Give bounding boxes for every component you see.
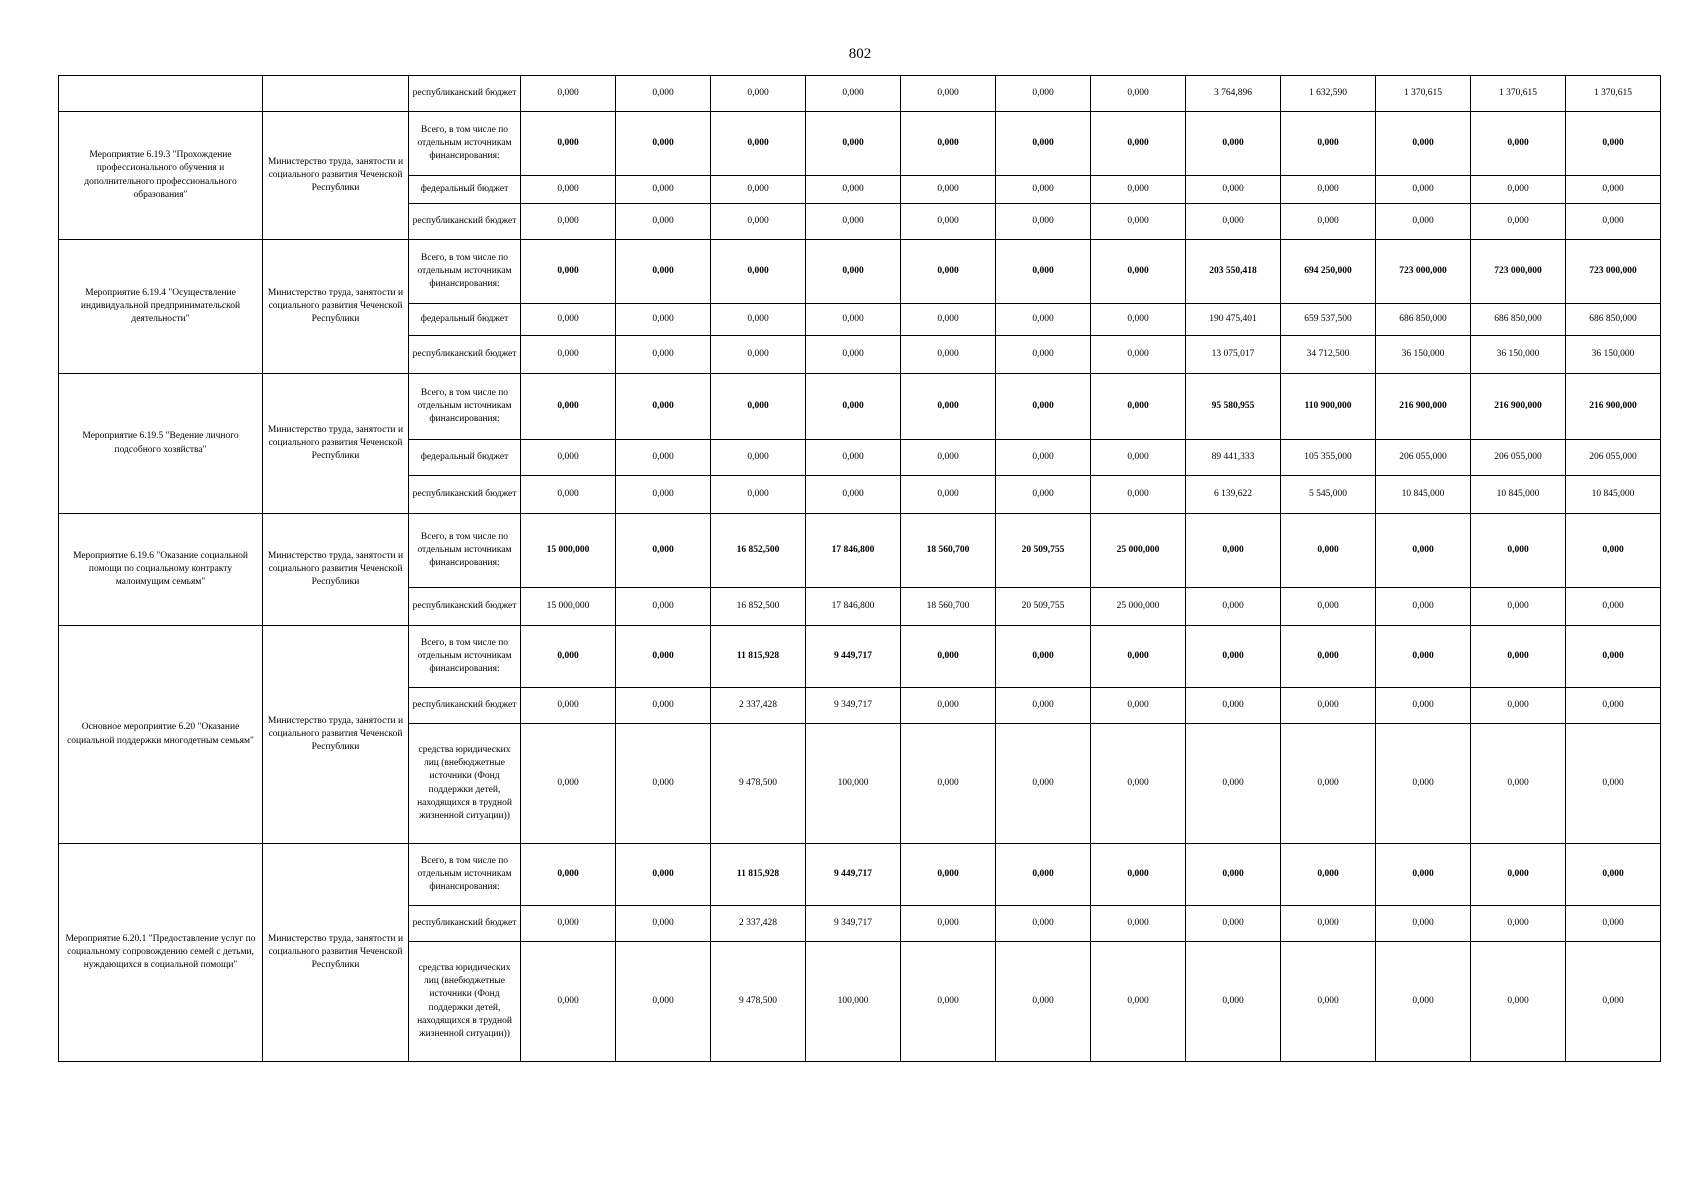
amount-cell: 0,000 [616,112,711,176]
amount-cell: 0,000 [1281,724,1376,844]
amount-cell: 0,000 [1186,204,1281,240]
amount-cell: 0,000 [901,240,996,304]
amount-cell: 0,000 [1186,724,1281,844]
amount-cell: 206 055,000 [1376,440,1471,476]
amount-cell: 0,000 [901,112,996,176]
amount-cell: 0,000 [1091,440,1186,476]
amount-cell: 723 000,000 [1471,240,1566,304]
amount-cell: 0,000 [1566,626,1661,688]
amount-cell: 1 370,615 [1566,76,1661,112]
funding-source-cell: республиканский бюджет [409,906,521,942]
amount-cell: 0,000 [1471,626,1566,688]
amount-cell: 0,000 [1091,240,1186,304]
amount-cell: 0,000 [1471,112,1566,176]
amount-cell: 686 850,000 [1376,304,1471,336]
responsible-executor-cell: Министерство труда, занятости и социального развития Чеченской Республики [263,626,409,844]
amount-cell: 16 852,500 [711,514,806,588]
amount-cell: 0,000 [521,476,616,514]
amount-cell: 0,000 [521,204,616,240]
amount-cell: 0,000 [901,440,996,476]
amount-cell: 0,000 [521,304,616,336]
amount-cell: 0,000 [1281,204,1376,240]
amount-cell: 0,000 [1091,942,1186,1062]
amount-cell: 0,000 [1566,112,1661,176]
amount-cell: 0,000 [711,304,806,336]
amount-cell: 20 509,755 [996,588,1091,626]
amount-cell: 0,000 [616,240,711,304]
amount-cell: 0,000 [616,440,711,476]
amount-cell: 0,000 [1091,476,1186,514]
amount-cell: 0,000 [996,724,1091,844]
amount-cell: 34 712,500 [1281,336,1376,374]
amount-cell: 0,000 [1091,374,1186,440]
amount-cell: 0,000 [1186,626,1281,688]
amount-cell: 0,000 [996,942,1091,1062]
amount-cell: 0,000 [1091,76,1186,112]
amount-cell: 15 000,000 [521,514,616,588]
amount-cell: 10 845,000 [1566,476,1661,514]
amount-cell: 0,000 [1376,906,1471,942]
amount-cell: 0,000 [616,76,711,112]
amount-cell: 3 764,896 [1186,76,1281,112]
amount-cell: 0,000 [1091,176,1186,204]
amount-cell: 0,000 [1566,588,1661,626]
amount-cell: 216 900,000 [1376,374,1471,440]
amount-cell: 0,000 [1091,724,1186,844]
amount-cell: 0,000 [1471,588,1566,626]
amount-cell: 0,000 [996,688,1091,724]
funding-source-cell: средства юридических лиц (внебюджетные источники (Фонд поддержки детей, находящихся в трудной жизненной ситуации)) [409,724,521,844]
amount-cell: 0,000 [1281,844,1376,906]
amount-cell: 0,000 [806,440,901,476]
amount-cell: 0,000 [711,476,806,514]
table-row [59,240,1661,304]
amount-cell: 2 337,428 [711,688,806,724]
funding-source-cell: республиканский бюджет [409,588,521,626]
amount-cell: 0,000 [521,626,616,688]
amount-cell: 0,000 [1091,906,1186,942]
amount-cell: 0,000 [1091,688,1186,724]
amount-cell: 0,000 [1566,176,1661,204]
amount-cell: 20 509,755 [996,514,1091,588]
amount-cell: 9 478,500 [711,942,806,1062]
table-row [59,844,1661,906]
amount-cell: 723 000,000 [1376,240,1471,304]
funding-source-cell: республиканский бюджет [409,688,521,724]
table-row [59,76,1661,112]
amount-cell: 9 449,717 [806,844,901,906]
amount-cell: 0,000 [1281,906,1376,942]
amount-cell: 0,000 [901,76,996,112]
amount-cell: 0,000 [1186,514,1281,588]
amount-cell: 0,000 [616,626,711,688]
amount-cell: 216 900,000 [1566,374,1661,440]
activity-name-cell: Мероприятие 6.19.6 "Оказание социальной помощи по социальному контракту малоимущим семьям" [59,514,263,626]
amount-cell: 0,000 [1471,906,1566,942]
amount-cell: 0,000 [1471,176,1566,204]
amount-cell: 0,000 [1376,204,1471,240]
amount-cell: 0,000 [711,204,806,240]
activity-name-cell [59,76,263,112]
responsible-executor-cell: Министерство труда, занятости и социального развития Чеченской Республики [263,240,409,374]
amount-cell: 0,000 [996,304,1091,336]
amount-cell: 0,000 [806,336,901,374]
amount-cell: 0,000 [996,76,1091,112]
amount-cell: 10 845,000 [1376,476,1471,514]
amount-cell: 0,000 [711,176,806,204]
amount-cell: 110 900,000 [1281,374,1376,440]
amount-cell: 0,000 [1566,942,1661,1062]
amount-cell: 0,000 [1471,844,1566,906]
funding-source-cell: республиканский бюджет [409,476,521,514]
amount-cell: 9 349,717 [806,906,901,942]
amount-cell: 0,000 [1376,942,1471,1062]
amount-cell: 190 475,401 [1186,304,1281,336]
amount-cell: 0,000 [901,336,996,374]
funding-source-cell: Всего, в том числе по отдельным источникам финансирования: [409,240,521,304]
amount-cell: 0,000 [996,476,1091,514]
amount-cell: 0,000 [616,688,711,724]
amount-cell: 11 815,928 [711,626,806,688]
funding-source-cell: Всего, в том числе по отдельным источникам финансирования: [409,374,521,440]
amount-cell: 0,000 [806,240,901,304]
amount-cell: 0,000 [996,336,1091,374]
amount-cell: 0,000 [521,76,616,112]
responsible-executor-cell: Министерство труда, занятости и социального развития Чеченской Республики [263,514,409,626]
activity-name-cell: Мероприятие 6.19.5 "Ведение личного подсобного хозяйства" [59,374,263,514]
amount-cell: 0,000 [1376,112,1471,176]
amount-cell: 0,000 [616,374,711,440]
amount-cell: 0,000 [996,176,1091,204]
amount-cell: 0,000 [521,374,616,440]
responsible-executor-cell: Министерство труда, занятости и социального развития Чеченской Республики [263,374,409,514]
amount-cell: 0,000 [996,374,1091,440]
amount-cell: 0,000 [1091,304,1186,336]
amount-cell: 2 337,428 [711,906,806,942]
amount-cell: 0,000 [616,514,711,588]
amount-cell: 0,000 [901,688,996,724]
amount-cell: 0,000 [1471,204,1566,240]
amount-cell: 0,000 [1281,626,1376,688]
amount-cell: 0,000 [616,176,711,204]
amount-cell: 0,000 [521,844,616,906]
table-row [59,514,1661,588]
amount-cell: 0,000 [1091,336,1186,374]
amount-cell: 206 055,000 [1566,440,1661,476]
amount-cell: 0,000 [616,588,711,626]
amount-cell: 0,000 [901,374,996,440]
amount-cell: 36 150,000 [1376,336,1471,374]
table-row [59,374,1661,440]
amount-cell: 0,000 [996,440,1091,476]
amount-cell: 0,000 [901,906,996,942]
amount-cell: 0,000 [1376,724,1471,844]
amount-cell: 0,000 [1281,588,1376,626]
amount-cell: 0,000 [1186,112,1281,176]
funding-source-cell: Всего, в том числе по отдельным источникам финансирования: [409,626,521,688]
funding-source-cell: федеральный бюджет [409,304,521,336]
amount-cell: 0,000 [806,476,901,514]
amount-cell: 9 449,717 [806,626,901,688]
amount-cell: 100,000 [806,724,901,844]
amount-cell: 10 845,000 [1471,476,1566,514]
amount-cell: 0,000 [996,240,1091,304]
amount-cell: 0,000 [711,374,806,440]
amount-cell: 0,000 [711,336,806,374]
amount-cell: 95 580,955 [1186,374,1281,440]
amount-cell: 0,000 [806,176,901,204]
amount-cell: 0,000 [901,476,996,514]
amount-cell: 0,000 [901,626,996,688]
amount-cell: 36 150,000 [1566,336,1661,374]
amount-cell: 0,000 [1471,514,1566,588]
amount-cell: 0,000 [521,336,616,374]
amount-cell: 36 150,000 [1471,336,1566,374]
amount-cell: 0,000 [616,942,711,1062]
amount-cell: 0,000 [1091,112,1186,176]
amount-cell: 1 632,590 [1281,76,1376,112]
amount-cell: 723 000,000 [1566,240,1661,304]
amount-cell: 0,000 [1281,688,1376,724]
amount-cell: 0,000 [521,688,616,724]
amount-cell: 0,000 [711,112,806,176]
amount-cell: 25 000,000 [1091,514,1186,588]
amount-cell: 0,000 [616,476,711,514]
amount-cell: 11 815,928 [711,844,806,906]
amount-cell: 0,000 [1376,588,1471,626]
funding-source-cell: республиканский бюджет [409,336,521,374]
amount-cell: 0,000 [1091,844,1186,906]
amount-cell: 0,000 [616,304,711,336]
amount-cell: 0,000 [1376,626,1471,688]
funding-source-cell: Всего, в том числе по отдельным источникам финансирования: [409,514,521,588]
amount-cell: 0,000 [521,176,616,204]
amount-cell: 0,000 [1091,626,1186,688]
amount-cell: 0,000 [1566,844,1661,906]
amount-cell: 18 560,700 [901,588,996,626]
amount-cell: 25 000,000 [1091,588,1186,626]
amount-cell: 0,000 [616,724,711,844]
amount-cell: 694 250,000 [1281,240,1376,304]
amount-cell: 105 355,000 [1281,440,1376,476]
amount-cell: 0,000 [1091,204,1186,240]
amount-cell: 0,000 [521,112,616,176]
page-number: 802 [848,46,872,62]
amount-cell: 9 349,717 [806,688,901,724]
amount-cell: 0,000 [1566,724,1661,844]
activity-name-cell: Основное мероприятие 6.20 "Оказание социальной поддержки многодетным семьям" [59,626,263,844]
amount-cell: 686 850,000 [1471,304,1566,336]
amount-cell: 0,000 [616,906,711,942]
amount-cell: 0,000 [521,440,616,476]
amount-cell: 0,000 [1471,724,1566,844]
amount-cell: 13 075,017 [1186,336,1281,374]
funding-source-cell: республиканский бюджет [409,76,521,112]
amount-cell: 0,000 [806,304,901,336]
amount-cell: 0,000 [521,942,616,1062]
amount-cell: 0,000 [1566,204,1661,240]
funding-source-cell: средства юридических лиц (внебюджетные источники (Фонд поддержки детей, находящихся в трудной жизненной ситуации)) [409,942,521,1062]
amount-cell: 0,000 [1186,176,1281,204]
amount-cell: 0,000 [901,176,996,204]
amount-cell: 0,000 [806,112,901,176]
amount-cell: 18 560,700 [901,514,996,588]
amount-cell: 0,000 [616,336,711,374]
amount-cell: 17 846,800 [806,588,901,626]
amount-cell: 686 850,000 [1566,304,1661,336]
amount-cell: 0,000 [1186,844,1281,906]
amount-cell: 0,000 [1281,942,1376,1062]
amount-cell: 0,000 [901,844,996,906]
amount-cell: 216 900,000 [1471,374,1566,440]
amount-cell: 0,000 [806,204,901,240]
amount-cell: 0,000 [996,906,1091,942]
amount-cell: 0,000 [1281,176,1376,204]
activity-name-cell: Мероприятие 6.20.1 "Предоставление услуг по социальному сопровождению семей с детьми, нуждающихся в социальной помощи" [59,844,263,1062]
responsible-executor-cell [263,76,409,112]
amount-cell: 0,000 [1186,688,1281,724]
amount-cell: 6 139,622 [1186,476,1281,514]
amount-cell: 100,000 [806,942,901,1062]
amount-cell: 0,000 [521,906,616,942]
amount-cell: 15 000,000 [521,588,616,626]
amount-cell: 0,000 [616,844,711,906]
amount-cell: 0,000 [1186,588,1281,626]
amount-cell: 0,000 [1566,906,1661,942]
amount-cell: 9 478,500 [711,724,806,844]
amount-cell: 206 055,000 [1471,440,1566,476]
amount-cell: 659 537,500 [1281,304,1376,336]
amount-cell: 0,000 [996,112,1091,176]
amount-cell: 0,000 [1186,942,1281,1062]
amount-cell: 0,000 [1566,688,1661,724]
funding-table [58,75,1661,1062]
amount-cell: 89 441,333 [1186,440,1281,476]
amount-cell: 0,000 [1566,514,1661,588]
funding-source-cell: федеральный бюджет [409,440,521,476]
responsible-executor-cell: Министерство труда, занятости и социального развития Чеченской Республики [263,112,409,240]
amount-cell: 0,000 [806,374,901,440]
activity-name-cell: Мероприятие 6.19.4 "Осуществление индивидуальной предпринимательской деятельности" [59,240,263,374]
amount-cell: 0,000 [1471,942,1566,1062]
amount-cell: 0,000 [901,204,996,240]
table-row [59,112,1661,176]
amount-cell: 0,000 [616,204,711,240]
amount-cell: 17 846,800 [806,514,901,588]
amount-cell: 0,000 [521,240,616,304]
funding-source-cell: Всего, в том числе по отдельным источникам финансирования: [409,844,521,906]
amount-cell: 16 852,500 [711,588,806,626]
amount-cell: 0,000 [1281,514,1376,588]
table-row [59,626,1661,688]
amount-cell: 0,000 [1281,112,1376,176]
amount-cell: 5 545,000 [1281,476,1376,514]
amount-cell: 0,000 [1376,844,1471,906]
amount-cell: 0,000 [1471,688,1566,724]
activity-name-cell: Мероприятие 6.19.3 "Прохождение профессионального обучения и дополнительного профессионального образования" [59,112,263,240]
amount-cell: 203 550,418 [1186,240,1281,304]
amount-cell: 1 370,615 [1376,76,1471,112]
amount-cell: 0,000 [1376,688,1471,724]
responsible-executor-cell: Министерство труда, занятости и социального развития Чеченской Республики [263,844,409,1062]
amount-cell: 1 370,615 [1471,76,1566,112]
amount-cell: 0,000 [711,240,806,304]
amount-cell: 0,000 [711,76,806,112]
funding-source-cell: Всего, в том числе по отдельным источникам финансирования: [409,112,521,176]
amount-cell: 0,000 [1376,176,1471,204]
amount-cell: 0,000 [996,204,1091,240]
amount-cell: 0,000 [996,626,1091,688]
amount-cell: 0,000 [901,304,996,336]
amount-cell: 0,000 [521,724,616,844]
amount-cell: 0,000 [901,724,996,844]
amount-cell: 0,000 [711,440,806,476]
amount-cell: 0,000 [996,844,1091,906]
amount-cell: 0,000 [1376,514,1471,588]
funding-source-cell: федеральный бюджет [409,176,521,204]
amount-cell: 0,000 [1186,906,1281,942]
funding-source-cell: республиканский бюджет [409,204,521,240]
amount-cell: 0,000 [806,76,901,112]
amount-cell: 0,000 [901,942,996,1062]
